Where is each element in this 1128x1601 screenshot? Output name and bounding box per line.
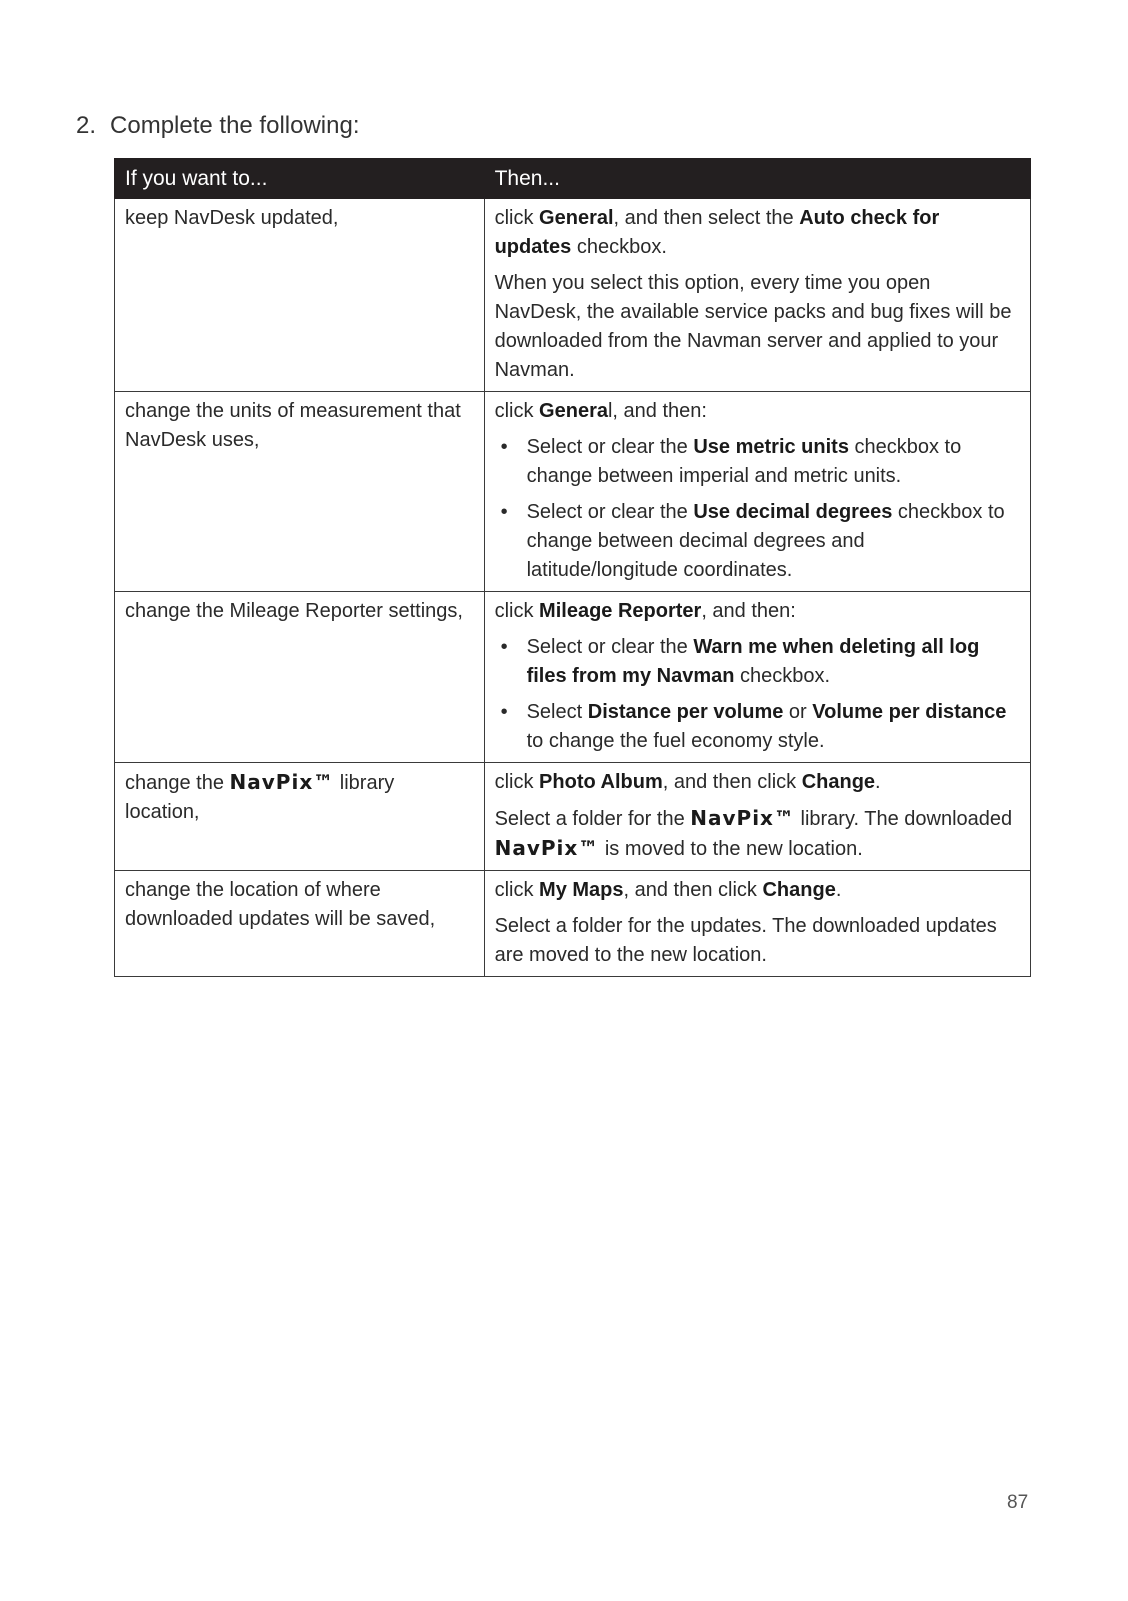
- header-then: Then...: [484, 159, 1030, 199]
- text-run: , and then click: [662, 771, 802, 793]
- instruction-paragraph: [495, 876, 1020, 905]
- text-run: checkbox.: [571, 236, 667, 258]
- instruction-paragraph: [495, 204, 1020, 262]
- text-run: Select or clear the: [526, 501, 694, 523]
- table-row: [115, 199, 1031, 392]
- text-run: Select a folder for the updates. The downloaded updates are moved to the new location.: [494, 915, 997, 966]
- options-table: [114, 158, 1031, 977]
- bold-term: Auto check for updates: [494, 207, 940, 258]
- cell-then: [484, 871, 1030, 977]
- text-run: Select: [526, 701, 588, 723]
- step-instruction: [76, 112, 359, 140]
- text-run: , and then:: [701, 600, 796, 622]
- text-run: to change the fuel economy style.: [526, 730, 825, 752]
- text-run: is moved to the new location.: [599, 838, 863, 860]
- cell-want: keep NavDesk updated,: [115, 199, 485, 392]
- text-run: click: [494, 600, 540, 622]
- text-run: , and then select the: [613, 207, 800, 229]
- bold-term: Warn me when deleting all log files from my Navman: [526, 636, 980, 687]
- text-run: checkbox to change between decimal degrees and latitude/longitude coordinates.: [526, 501, 1005, 581]
- bold-term: Use metric units: [693, 436, 849, 458]
- list-item: [495, 498, 1020, 585]
- table-header-row: [115, 159, 1031, 199]
- page-number: 87: [1007, 1492, 1029, 1513]
- header-want: If you want to...: [115, 159, 485, 199]
- table-row: [115, 871, 1031, 977]
- text-run: When you select this option, every time you open NavDesk, the available service packs and bug fixes will be downloaded from the Navman server and applied to your Navman.: [494, 272, 1012, 381]
- brand-name: NavPix™: [690, 806, 795, 830]
- cell-then: [484, 592, 1030, 763]
- cell-then: [484, 199, 1030, 392]
- text-run: , and then click: [623, 879, 763, 901]
- text-run: .: [835, 879, 842, 901]
- bold-term: Volume per distance: [812, 701, 1007, 723]
- text-run: Select or clear the: [526, 636, 694, 658]
- text-run: Select a folder for the: [494, 808, 691, 830]
- bullet-list: [495, 433, 1020, 585]
- text-run: checkbox to change between imperial and metric units.: [526, 436, 962, 487]
- instruction-paragraph: [495, 912, 1020, 970]
- brand-name: NavPix™: [494, 836, 600, 860]
- text-run: click: [494, 400, 540, 422]
- text-run: change the: [125, 772, 230, 794]
- cell-want: change the Mileage Reporter settings,: [115, 592, 485, 763]
- bold-term: General: [539, 207, 614, 229]
- instruction-paragraph: [495, 269, 1020, 385]
- table-row: [115, 592, 1031, 763]
- cell-want: change the location of where downloaded updates will be saved,: [115, 871, 485, 977]
- list-item: [495, 433, 1020, 491]
- bold-term: Mileage Reporter: [539, 600, 702, 622]
- cell-want: change the units of measurement that NavDesk uses,: [115, 392, 485, 592]
- cell-then: [484, 763, 1030, 871]
- text-run: click: [494, 879, 540, 901]
- instruction-paragraph: [495, 768, 1020, 797]
- cell-want: [115, 763, 485, 871]
- table-row: [115, 392, 1031, 592]
- bold-term: Genera: [539, 400, 608, 422]
- bold-term: Distance per volume: [587, 701, 784, 723]
- text-run: or: [783, 701, 813, 723]
- instruction-paragraph: [495, 804, 1020, 864]
- bold-term: Use decimal degrees: [693, 501, 893, 523]
- instruction-paragraph: [495, 597, 1020, 626]
- table-row: [115, 763, 1031, 871]
- bullet-list: [495, 633, 1020, 756]
- table-body: [115, 199, 1031, 977]
- text-run: checkbox.: [734, 665, 831, 687]
- cell-then: [484, 392, 1030, 592]
- text-run: Select or clear the: [526, 436, 694, 458]
- text-run: click: [494, 771, 540, 793]
- step-text: Complete the following:: [110, 112, 360, 139]
- bold-term: Change: [762, 879, 836, 901]
- text-run: library location,: [125, 772, 395, 823]
- bold-term: My Maps: [539, 879, 624, 901]
- bold-term: Photo Album: [539, 771, 663, 793]
- bold-term: Change: [801, 771, 876, 793]
- brand-name: NavPix™: [229, 770, 335, 794]
- text-run: click: [494, 207, 540, 229]
- step-number: 2.: [76, 112, 97, 139]
- text-run: library. The downloaded: [794, 808, 1013, 830]
- instruction-paragraph: [495, 397, 1020, 426]
- text-run: l, and then:: [607, 400, 707, 422]
- list-item: [495, 633, 1020, 691]
- list-item: [495, 698, 1020, 756]
- text-run: .: [875, 771, 881, 793]
